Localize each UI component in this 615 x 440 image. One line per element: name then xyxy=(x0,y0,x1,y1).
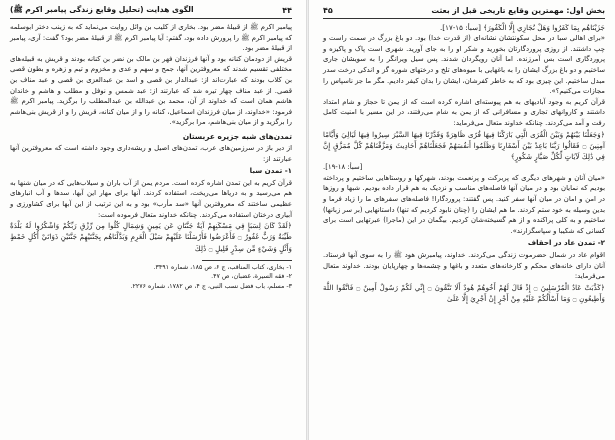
quran-verse-villages: ﴿وَجَعَلْنَا بَيْنَهُمْ وَبَيْنَ الْقُرَى الَّتِي بَارَكْنَا فِيهَا قُرًى ظَاهِرَةً وَقَدَّرْنَا فِيهَا السَّيْرَ سِيرُوا فِيهَا لَيَالِيَ وَأَيَّامًا آمِنِينَ ۝ فَقَالُوا رَبَّنَا بَاعِدْ بَيْنَ أَسْفَارِنَا وَظَلَمُوا أَنفُسَهُمْ فَجَعَلْنَاهُمْ أَحَادِيثَ وَمَزَّقْنَاهُمْ كُلَّ مُمَزَّقٍ إِنَّ فِي ذَٰلِكَ لَآيَاتٍ لِّكُلِّ صَبَّارٍ شَكُورٍ﴾ xyxy=(323,129,605,161)
right-paragraph-1: «برای اهالی سبا در محل سکونتشان نشانه‌ای (از قدرت خدا) بود. دو باغ بزرگ در سمت راست و چپ داشتند. از روزی پروردگارتان بخورید و شکر او را به جای آورید. شهری است پاک و پاکیزه و پروردگاری است بس آمرزنده. اما آنان رویگردان شدند. پس سیل ویرانگر را به سویشان جاری ساختیم و دو باغ بزرگ ایشان را به باغهایی با میوه‌های تلخ و درختهای شوره گز و اندکی درخت سدر مبدل ساختیم. این چیزی بود که به خاطر کفرشان، ایشان را بدان کیفر دادیم. مگر ما جز ناسپاس را مجازات می‌کنیم؟». xyxy=(323,34,605,96)
right-paragraph-3: «میان آنان و شهرهای دیگری که پربرکت و پرنعمت بودند، شهرکها و روستاهایی ساختیم و پرداخته بودیم که نمایان بود و در میان آنها فاصله‌های مناسب و نزدیک به هم قرار داده بودیم. شبها و روزها در امن و امان در میان آنها سفر کنید. پس گفتند: پروردگارا! فاصله‌های سفرهای ما را زیاد فرما و بدین وسیله به خود ستم کردند. ما هم ایشان را (چنان نابود کردیم که تنها) داستانهایی (بر سر زبانها) ساختیم و به کلی پراکنده و از هم گسیخته‌شان کردیم. بیگمان در این (ماجرا) عبرتهایی است برای کسانی که شکیبا و سپاسگزارند». xyxy=(323,173,605,235)
section-paragraph: از دیر باز در سرزمین‌های عرب، تمدن‌های اصیل و ریشه‌داری وجود داشته است که معروفترین آنها عبارتند از: xyxy=(10,143,292,163)
left-page xyxy=(0,0,306,440)
footnote-3: ۳- مسلم، باب فضل نسب النبی، ج ۴، ص ۱۷۸۲، شماره ۲۲۷۶. xyxy=(130,282,292,290)
quran-verse-continuation: جَزَيْنَاهُم بِمَا كَفَرُوا وَهَلْ نُجَازِي إِلَّا الْكَفُورَ﴾ [سبأ: ۱۵-۱۷]. xyxy=(440,23,605,32)
right-running-title: بخش اول: مهمترین وقایع تاریخی قبل از بعثت xyxy=(431,5,605,15)
footnotes xyxy=(10,263,292,292)
quran-verse-saba: ﴿لَقَدْ كَانَ لِسَبَإٍ فِي مَسْكَنِهِمْ آيَةٌ جَنَّتَانِ عَن يَمِينٍ وَشِمَالٍ كُلُوا مِن رِّزْقِ رَبِّكُمْ وَاشْكُرُوا لَهُ بَلْدَةٌ طَيِّبَةٌ وَرَبٌّ غَفُورٌ ۝ فَأَعْرَضُوا فَأَرْسَلْنَا عَلَيْهِمْ سَيْلَ الْعَرِمِ وَبَدَّلْنَاهُم بِجَنَّتَيْهِمْ جَنَّتَيْنِ ذَوَاتَيْ أُكُلٍ خَمْطٍ وَأَثْلٍ وَشَيْءٍ مِّن سِدْرٍ قَلِيلٍ ۝ ذَٰلِكَ xyxy=(10,221,293,253)
quran-verse-ad: ﴿كَذَّبَتْ عَادٌ الْمُرْسَلِينَ ۝ إِذْ قَالَ لَهُمْ أَخُوهُمْ هُودٌ أَلَا تَتَّقُونَ ۝ إِنِّي لَكُمْ رَسُولٌ أَمِينٌ ۝ فَاتَّقُوا اللَّهَ وَأَطِيعُونِ ۝ وَمَا أَسْأَلُكُمْ عَلَيْهِ مِنْ أَجْرٍ إِنْ أَجْرِيَ إِلَّا عَلَىٰ xyxy=(323,282,605,303)
footnote-2: ۲- فقه السیرة، غضبان، ص ۴۷. xyxy=(211,273,292,281)
quran-verse-villages-ref: [سبأ: ۱۸-۱۹]. xyxy=(323,163,363,172)
left-running-title: الگوی هدایت (تحلیل وقایع زندگی پیامبر اکرم ﷺ) xyxy=(10,4,194,14)
footnote-1: ۱- بخاری، کتاب المناقب، ج ۶، ص ۱۸۵، شماره ۳۴۹۱. xyxy=(153,263,292,271)
subsection-title-ad: ۲- تمدن عاد در احقاف xyxy=(527,238,605,248)
left-page-header xyxy=(10,4,292,19)
right-page xyxy=(309,0,615,440)
subsection-paragraph-saba: قرآن کریم به این تمدن اشاره کرده است. مردم یمن از آب باران و سیلاب‌هایی که در میان شنها به هم می‌رسید و به دریاها می‌ریخت، استفاده کردند. آنها برای مهار این آبها، سدها و آب انبارهای عظیمی ساختند که معروفترین آنها «سد مأرب» بود و به این ترتیب از این آبها برای کشاورزی و آبیاری درختان استفاده می‌کردند. چنانکه خداوند متعال فرموده است: xyxy=(10,178,292,219)
right-paragraph-4: اقوام عاد در شمال حضرموت زندگی می‌کردند. خداوند، پیامبرش هود ﷺ را به سوی آنها فرستاد. آنان دارای خانه‌های محکم و کارخانه‌های متعدد و باغها و چشمه‌ها و چهارپایان بودند. خداوند متعال می‌فرماید: xyxy=(323,250,605,281)
right-page-number: ۴۵ xyxy=(323,5,333,15)
subsection-title-saba: ۱- تمدن سبا xyxy=(249,166,292,176)
section-title: تمدن‌های شبه جزیره عربستان xyxy=(182,131,292,141)
footnote-divider xyxy=(202,260,292,261)
left-page-number: ۴۴ xyxy=(282,5,292,15)
left-paragraph-2: قریش از دودمان کنانه بود و آنها فرزندان فهر بن مالک بن نضر بن کنانه بودند و قریش به قبیله‌های مختلفی تقسیم شدند که معروفترین آنها، جمح و سهم و عدی و مخزوم و تیم و زهره و بطون قصی بن کلاب بودند که عبارت‌اند از: عبدالدار بن قصی و اسد بن عبدالعزی بن قصی و عبد مناف بن قصی. از عبد مناف چهار تیره شد که عبارتند از: عبد شمس و نوفل و مطلب و هاشم و خاندان هاشم همان است که خداوند از آن، محمد بن عبدالله بن عبدالمطلب را برگزید. پیامبر اکرم ﷺ فرمود: «خداوند، از میان فرزندان اسماعیل، کنانه را و از میان کنانه، قریش را و از قریش بنی‌هاشم را برگزید و از میان بنی‌هاشم، مرا برگزید». xyxy=(10,54,292,127)
right-paragraph-2: قرآن کریم به وجود آبادیهای به هم پیوسته‌ای اشاره کرده است که از یمن تا حجاز و شام امتداد داشتند و کاروانهای تجاری و مسافرانی که از یمن به شام می‌رفتند، در این مسیر با امنیت کامل رفت و آمد می‌کردند. چنانکه خداوند متعال می‌فرماید: xyxy=(323,97,605,127)
left-paragraph-1: پیامبر اکرم ﷺ از قبیلهٔ مضر بود. بخاری از کلیب بن وائل روایت می‌نماید که به زینب دختر ابوسلمه که پیامبر اکرم ﷺ را پرورش داده بود، گفتم: آیا پیامبر اکرم ﷺ از قبیلهٔ مضر بود؟ گفت: آری، پیامبر از قبیلهٔ مضر بود. xyxy=(10,23,292,53)
right-page-header xyxy=(323,4,605,19)
